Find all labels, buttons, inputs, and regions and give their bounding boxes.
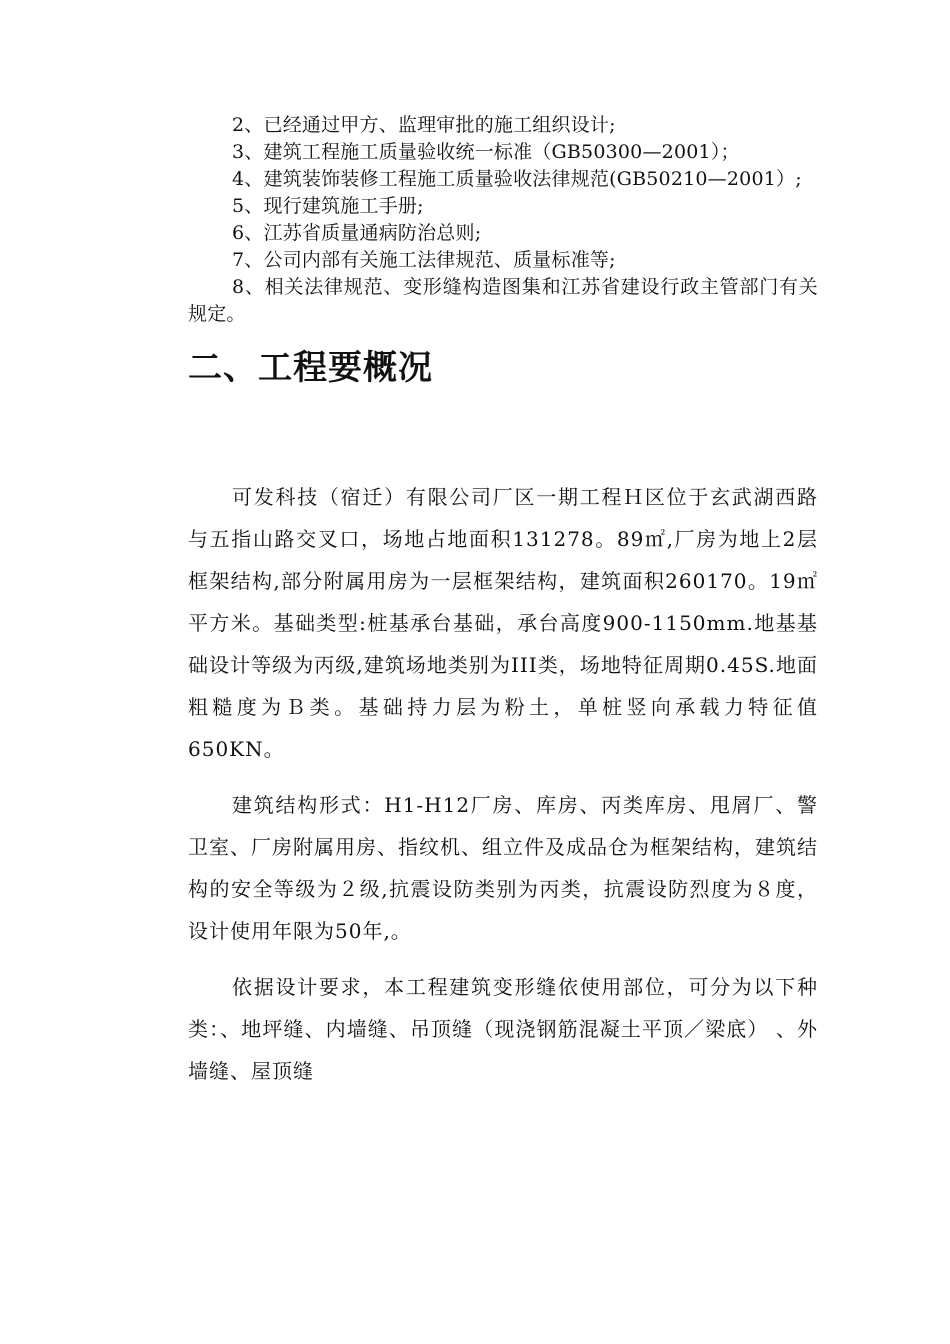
reference-item-6: 6、江苏省质量通病防治总则; [232,222,482,244]
section-heading: 二、工程要概况 [188,348,433,388]
reference-item-8: 8、相关法律规范、变形缝构造图集和江苏省建设行政主管部门有关规定。 [188,276,818,325]
reference-item-5: 5、现行建筑施工手册; [232,195,424,217]
structure-form-paragraph: 建筑结构形式：H1-H12厂房、库房、丙类库房、甩屑厂、警卫室、厂房附属用房、指纹机、组立件及成品仓为框架结构，建筑结构的安全等级为２级,抗震设防类别为丙类，抗震设防烈度为８度，设计使用年限为50年,。 [188,793,818,943]
reference-item-2: 2、已经通过甲方、监理审批的施工组织设计; [232,114,616,136]
reference-item-7: 7、公司内部有关施工法律规范、质量标准等; [232,249,616,271]
reference-item-3: 3、建筑工程施工质量验收统一标准（GB50300—2001）； [232,141,740,163]
joint-types-paragraph: 依据设计要求，本工程建筑变形缝依使用部位，可分为以下种类：、地坪缝、内墙缝、吊顶缝（现浇钢筋混凝土平顶／梁底） 、外墙缝、屋顶缝 [188,975,818,1083]
reference-item-4: 4、建筑装饰装修工程施工质量验收法律规范(GB50210—2001）; [232,168,802,190]
document-page [188,112,818,1092]
project-overview-paragraph: 可发科技（宿迁）有限公司厂区一期工程Ｈ区位于玄武湖西路与五指山路交叉口，场地占地面积131278。89㎡,厂房为地上2层框架结构,部分附属用房为一层框架结构，建筑面积260170。19㎡平方米。基础类型:桩基承台基础，承台高度900-1150mm.地基基础设计等级为丙级,建筑场地类别为III类，场地特征周期0.45S.地面粗糙度为Ｂ类。基础持力层为粉土，单桩竖向承载力特征值650KN。 [188,485,818,761]
reference-list [188,112,818,328]
